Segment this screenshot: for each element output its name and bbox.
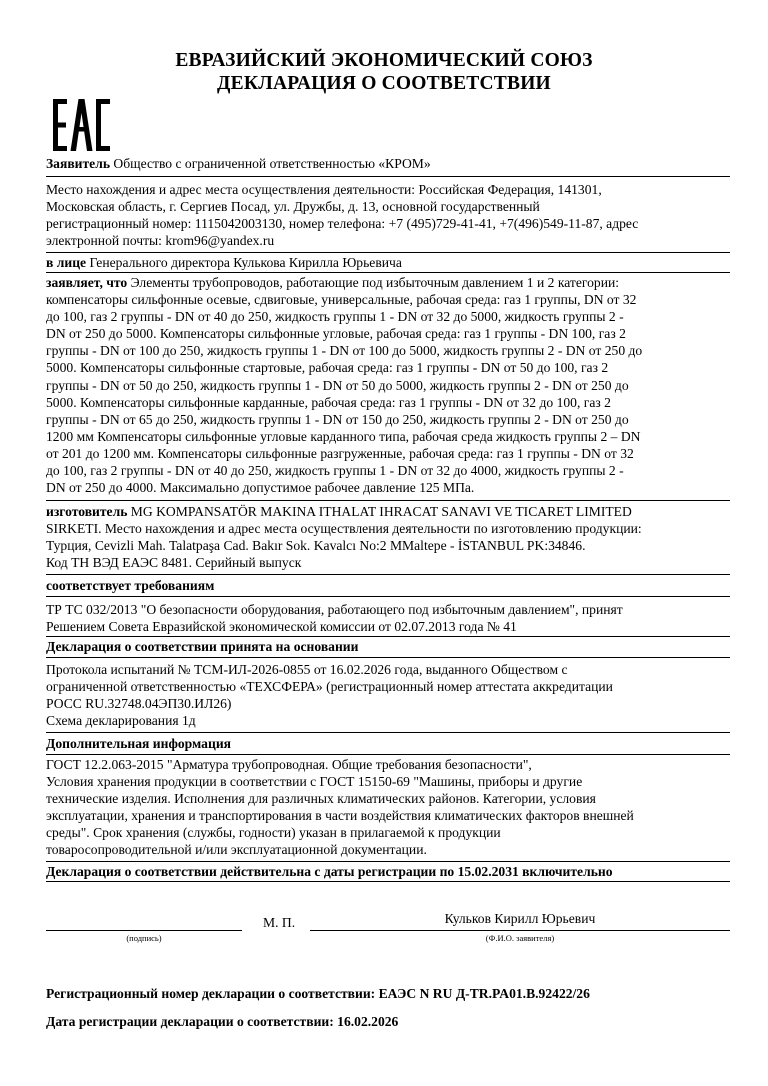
applicant-address <box>46 181 730 249</box>
declares-line: компенсаторы сильфонные осевые, сдвиговые, универсальные, рабочая среда: газ 1 группы, DN от 32 <box>46 292 637 308</box>
applicant-label: Заявитель <box>46 156 111 171</box>
declares-line: группы - DN от 50 до 250, жидкость группы 1 - DN от 50 до 5000, жидкость группы 2 - DN от 250 до <box>46 377 629 393</box>
manufacturer-label: изготовитель <box>46 504 128 519</box>
manufacturer-line: SIRKETI. Место нахождения и адрес места осуществления деятельности по изготовлению продукции: <box>46 521 642 537</box>
compliance-label-line <box>46 577 730 594</box>
basis-line: Схема декларирования 1д <box>46 713 196 729</box>
address-line: Место нахождения и адрес места осуществления деятельности: Российская Федерация, 141301, <box>46 182 602 197</box>
declares-line: 5000. Компенсаторы сильфонные стартовые, рабочая среда: газ 1 группы - DN от 50 до 100, газ 2 <box>46 360 609 376</box>
declares-line: до 100, газ 2 группы - DN от 40 до 250, жидкость группы 1 - DN от 32 до 5000, жидкость группы 2 - <box>46 309 624 325</box>
registration-date: Дата регистрации декларации о соответствии: 16.02.2026 <box>46 1014 399 1029</box>
additional-label: Дополнительная информация <box>46 736 232 751</box>
signature-caption: (подпись) <box>126 933 162 943</box>
basis-line: Протокола испытаний № ТСМ-ИЛ-2026-0855 от 16.02.2026 года, выданного Обществом с <box>46 662 568 677</box>
declares-line: группы - DN от 100 до 250, жидкость группы 1 - DN от 100 до 5000, жидкость группы 2 - DN от 250 до <box>46 343 643 359</box>
compliance-line: Решением Совета Евразийской экономической комиссии от 02.07.2013 года № 41 <box>46 619 517 635</box>
additional-block <box>46 756 730 859</box>
person-line <box>46 254 730 271</box>
additional-line: товаросопроводительной и/или эксплуатационной документации. <box>46 842 427 858</box>
declares-first-line <box>46 274 730 291</box>
eac-logo <box>51 97 111 153</box>
declares-block <box>46 274 730 496</box>
divider <box>46 176 730 177</box>
basis-block <box>46 661 730 729</box>
name-caption: (Ф.И.О. заявителя) <box>485 933 555 943</box>
address-line: Московская область, г. Сергиев Посад, ул. Дружбы, д. 13, основной государственный <box>46 199 540 215</box>
manufacturer-block <box>46 503 730 571</box>
declares-line: 1200 мм Компенсаторы сильфонные угловые карданного типа, рабочая среда жидкость группы 2 – DN <box>46 428 641 444</box>
person-label: в лице <box>46 255 87 270</box>
name-line <box>310 930 730 931</box>
signature-line <box>46 930 242 931</box>
divider <box>46 574 730 575</box>
additional-label-line <box>46 735 730 752</box>
compliance-label: соответствует требованиям <box>46 578 215 593</box>
manufacturer-first-line <box>46 503 730 520</box>
divider <box>46 252 730 253</box>
divider <box>46 732 730 733</box>
declares-text: Элементы трубопроводов, работающие под избыточным давлением 1 и 2 категории: <box>127 275 620 290</box>
divider <box>46 636 730 637</box>
compliance-line: ТР ТС 032/2013 "О безопасности оборудования, работающего под избыточным давлением", принят <box>46 602 623 617</box>
additional-line: среды". Срок хранения (службы, годности) указан в прилагаемой к продукции <box>46 825 501 841</box>
divider <box>46 657 730 658</box>
divider <box>46 272 730 273</box>
compliance-block <box>46 601 730 635</box>
declares-line: DN от 250 до 5000. Компенсаторы сильфонные угловые, рабочая среда: газ 1 группы - DN 100, газ 2 <box>46 326 626 342</box>
declares-line: группы - DN от 65 до 250, жидкость группы 1 - DN от 150 до 250, жидкость группы 2 - DN от 250 до <box>46 411 629 427</box>
manufacturer-text: MG KOMPANSATÖR MAKINA ITHALAT IHRACAT SANAVI VE TICARET LIMITED <box>127 504 632 519</box>
declares-label: заявляет, что <box>46 275 128 290</box>
applicant-value: Общество с ограниченной ответственностью «КРОМ» <box>110 156 431 171</box>
divider <box>46 881 730 882</box>
declares-line: DN от 250 до 4000. Максимально допустимое рабочее давление 125 МПа. <box>46 480 475 496</box>
validity-text: Декларация о соответствии действительна с даты регистрации по 15.02.2031 включительно <box>46 864 613 879</box>
declares-line: 5000. Компенсаторы сильфонные карданные, рабочая среда: газ 1 группы - DN от 32 до 100, газ 2 <box>46 394 611 410</box>
divider <box>46 500 730 501</box>
declares-line: от 201 до 1200 мм. Компенсаторы сильфонные разгруженные, рабочая среда: газ 1 группы - DN от 32 <box>46 445 634 461</box>
address-line: электронной почты: krom96@yandex.ru <box>46 233 275 249</box>
validity-line <box>46 863 730 880</box>
declares-line: до 100, газ 2 группы - DN от 40 до 250, жидкость группы 1 - DN от 32 до 4000, жидкость группы 2 - <box>46 463 624 479</box>
basis-label-line <box>46 638 730 655</box>
union-title: ЕВРАЗИЙСКИЙ ЭКОНОМИЧЕСКИЙ СОЮЗ <box>175 50 593 71</box>
document-title: ДЕКЛАРАЦИЯ О СООТВЕТСТВИИ <box>217 73 551 94</box>
divider <box>46 861 730 862</box>
stamp-mark: М. П. <box>263 915 296 930</box>
basis-label: Декларация о соответствии принята на основании <box>46 639 359 654</box>
manufacturer-line: Турция, Cevizli Mah. Talatpaşa Cad. Bakır Sok. Kavalcı No:2 MMaltepe - İSTANBUL PK:34846. <box>46 538 586 554</box>
additional-line: эксплуатации, хранения и транспортирования в части воздействия климатических факторов внешней <box>46 808 634 824</box>
signatory-name: Кульков Кирилл Юрьевич <box>444 911 596 926</box>
basis-line: ограниченной ответственностью «ТЕХСФЕРА» (регистрационный номер аттестата аккредитации <box>46 679 613 695</box>
address-line: регистрационный номер: 1115042003130, номер телефона: +7 (495)729-41-41, +7(496)549-11-87, адрес <box>46 216 639 232</box>
registration-number: Регистрационный номер декларации о соответствии: ЕАЭС N RU Д-TR.PA01.B.92422/26 <box>46 986 590 1001</box>
additional-line: Условия хранения продукции в соответствии с ГОСТ 15150-69 "Машины, приборы и другие <box>46 774 583 790</box>
divider <box>46 596 730 597</box>
basis-line: РОСС RU.32748.04ЭП30.ИЛ26) <box>46 696 232 712</box>
additional-line: технические изделия. Исполнения для различных климатических районов. Категории, условия <box>46 791 596 807</box>
manufacturer-line: Код ТН ВЭД ЕАЭС 8481. Серийный выпуск <box>46 555 302 571</box>
additional-line: ГОСТ 12.2.063-2015 "Арматура трубопроводная. Общие требования безопасности", <box>46 757 532 772</box>
person-value: Генерального директора Кулькова Кирилла Юрьевича <box>86 255 402 270</box>
applicant-line <box>46 155 730 172</box>
divider <box>46 754 730 755</box>
